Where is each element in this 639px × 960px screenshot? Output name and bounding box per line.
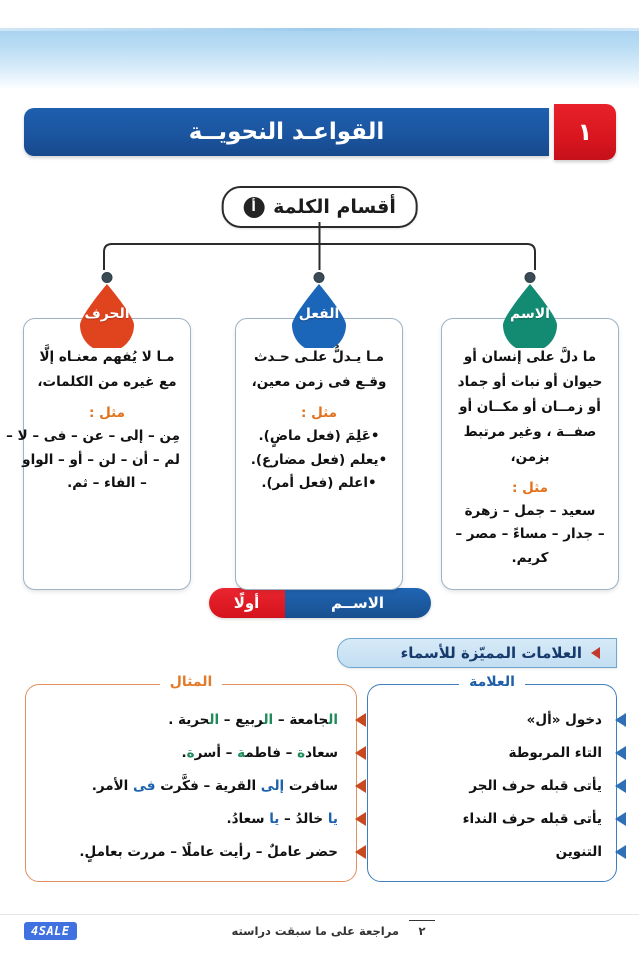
example-text: سعادة – فاطمة – أسرة. [181,744,338,761]
first-topic-label: الاســم [285,588,431,618]
example-line: سعيد – جمل – زهرة [464,502,596,519]
category-examples [452,500,608,571]
table-row [368,769,616,802]
signs-header-text: العلامة [459,674,525,690]
category-label-fil: الفعل [298,306,340,322]
table-row [26,703,356,736]
category-card-harf [6,318,191,590]
sign-text: التاء المربوطة [508,744,602,761]
category-pin-harf [76,276,138,348]
word-parts-title: أقسام الكلمة [273,196,396,218]
examples-column-header [26,674,356,690]
example-text: سافرت إلى القرية – فكَّرت فى الأمر. [91,777,338,794]
top-band-edge [0,28,639,31]
arrow-marker-icon [615,713,626,727]
chapter-header [24,108,616,156]
table-row [368,736,616,769]
table-row [26,802,356,835]
footer-note: مراجعة على ما سبقت دراسته [231,924,399,938]
arrow-marker-icon [355,812,366,826]
sub-section-header [337,638,617,668]
pin-dot-icon [525,272,536,283]
category-definition: مـا لا يُفهم معنـاه إلَّا مع غيره من الكلمات، [37,349,177,390]
table-row [26,835,356,868]
category-label-harf: الحرف [84,306,130,322]
section-letter-badge: أ [243,197,264,218]
table-row [368,802,616,835]
example-line: •عَلِمَ (فعل ماضٍ). [258,427,380,444]
category-example-label: مثل : [511,479,549,496]
category-card-fil [235,318,403,590]
example-line: •يعلم (فعل مضارع). [250,451,388,468]
watermark-logo: 4SALE [24,922,77,940]
chapter-number-badge: ١ [554,104,616,160]
example-line: – جدار – مساءً – مصر – [455,526,605,543]
signs-rows [368,703,616,868]
arrow-marker-icon [355,713,366,727]
sign-text: يأتى قبله حرف الجر [469,777,602,794]
example-line: •اعلم (فعل أمر). [261,475,377,492]
sub-section-title: العلامات المميّزة للأسماء [400,644,582,662]
sign-text: يأتى قبله حرف النداء [462,810,602,827]
signs-table [0,674,639,894]
category-examples [246,425,392,496]
word-parts-columns [0,270,639,570]
table-row [26,769,356,802]
category-definition: مـا يـدلُّ علـى حـدث وقـع فى زمن معين، [251,349,387,390]
category-label-ism: الاسم [510,306,550,322]
example-text: الجامعة – الربيع – الحرية . [168,711,338,728]
chapter-title: القواعـد النحويــة [24,108,549,156]
example-line: كريم. [511,550,549,567]
category-card-ism [441,318,619,590]
arrow-marker-icon [615,779,626,793]
triangle-bullet-icon [591,647,600,659]
pin-dot-icon [102,272,113,283]
example-text: حضر عاملٌ – رأيت عاملًا – مررت بعاملٍ. [79,843,338,860]
category-examples [6,425,180,496]
examples-header-text: المثال [160,674,223,690]
signs-column-header [368,674,616,690]
arrow-marker-icon [615,845,626,859]
category-definition: ما دلَّ على إنسان أو حيوان أو نبات أو جماد أو زمــان أو مكــان أو صفــة ، وغير مرتبط بزمن، [457,349,603,465]
page-footer [0,914,639,948]
arrow-marker-icon [355,779,366,793]
sign-text: دخول «أل» [526,711,602,728]
examples-column-box [25,674,357,882]
category-example-label: مثل : [300,404,338,421]
table-row [368,835,616,868]
example-line: – الفاء – ثم. [67,475,147,492]
arrow-marker-icon [615,746,626,760]
example-line: لم – أن – لن – أو – الواو [22,451,180,468]
page-number: ٢ [409,920,435,938]
category-pin-fil [288,276,350,348]
table-row [26,736,356,769]
arrow-marker-icon [355,845,366,859]
examples-rows [26,703,356,868]
pin-dot-icon [314,272,325,283]
table-row [368,703,616,736]
category-pin-ism [499,276,561,348]
signs-column-box [367,674,617,882]
arrow-marker-icon [615,812,626,826]
top-decorative-band [0,28,639,90]
category-example-label: مثل : [88,404,126,421]
example-line: مِن – إلى – عن – فى – لا – [6,427,180,444]
sign-text: التنوين [555,843,602,860]
example-text: يا خالدُ – يا سعادُ. [226,810,338,827]
first-topic-banner [209,588,431,618]
arrow-marker-icon [355,746,366,760]
first-order-label: أولًا [209,588,285,618]
footer-divider [0,914,639,915]
